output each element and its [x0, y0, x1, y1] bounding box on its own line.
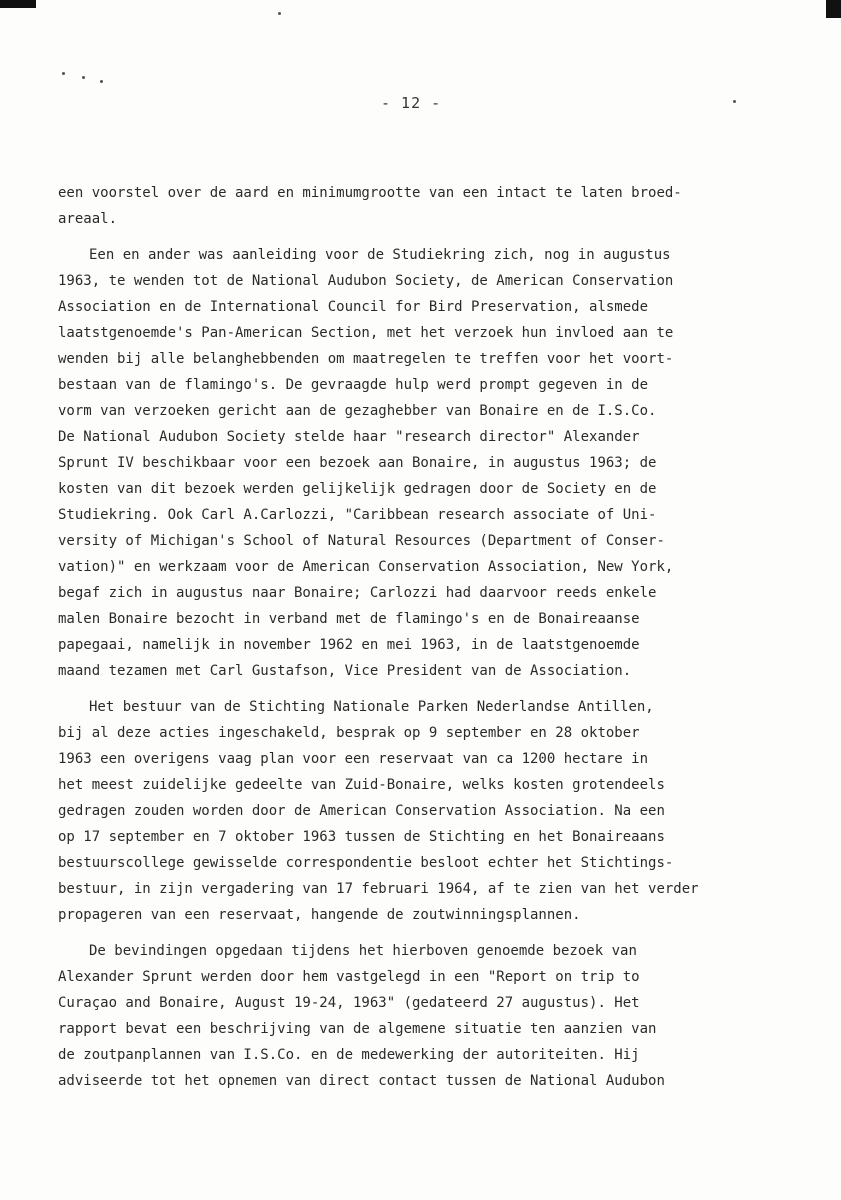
text-line: adviseerde tot het opnemen van direct contact tussen de National Audubon	[58, 1073, 665, 1089]
text-line: een voorstel over de aard en minimumgrootte van een intact te laten broed-	[58, 185, 682, 201]
page-number: - 12 -	[381, 94, 442, 112]
text-line: op 17 september en 7 oktober 1963 tussen de Stichting en het Bonaireaans	[58, 829, 665, 845]
text-line: versity of Michigan's School of Natural Resources (Department of Conser-	[58, 533, 665, 549]
text-line: maand tezamen met Carl Gustafson, Vice President van de Association.	[58, 663, 632, 679]
text-line: laatstgenoemde's Pan-American Section, met het verzoek hun invloed aan te	[58, 325, 674, 341]
scan-speck	[100, 80, 103, 83]
text-line: rapport bevat een beschrijving van de algemene situatie ten aanzien van	[58, 1021, 657, 1037]
text-line: Association en de International Council for Bird Preservation, alsmede	[58, 299, 649, 315]
paragraph	[58, 694, 810, 928]
body-text	[58, 180, 810, 1104]
text-line: wenden bij alle belanghebbenden om maatregelen te treffen voor het voort-	[58, 351, 674, 367]
text-line: areaal.	[58, 211, 118, 227]
scan-speck	[733, 100, 736, 103]
paragraph	[58, 180, 810, 232]
text-line: bestaan van de flamingo's. De gevraagde hulp werd prompt gegeven in de	[58, 377, 649, 393]
paragraph	[58, 938, 810, 1094]
text-line: De bevindingen opgedaan tijdens het hierboven genoemde bezoek van	[89, 943, 637, 959]
text-line: bestuurscollege gewisselde correspondentie besloot echter het Stichtings-	[58, 855, 674, 871]
text-line: propageren van een reservaat, hangende de zoutwinningsplannen.	[58, 907, 581, 923]
text-line: De National Audubon Society stelde haar "research director" Alexander	[58, 429, 640, 445]
scan-speck	[62, 72, 65, 75]
text-line: 1963, te wenden tot de National Audubon Society, de American Conservation	[58, 273, 674, 289]
text-line: bij al deze acties ingeschakeld, besprak op 9 september en 28 oktober	[58, 725, 640, 741]
text-line: papegaai, namelijk in november 1962 en mei 1963, in de laatstgenoemde	[58, 637, 640, 653]
text-line: het meest zuidelijke gedeelte van Zuid-Bonaire, welks kosten grotendeels	[58, 777, 665, 793]
paragraph	[58, 242, 810, 684]
text-line: vation)" en werkzaam voor de American Conservation Association, New York,	[58, 559, 674, 575]
text-line: Het bestuur van de Stichting Nationale Parken Nederlandse Antillen,	[89, 699, 654, 715]
text-line: malen Bonaire bezocht in verband met de flamingo's en de Bonaireaanse	[58, 611, 640, 627]
text-line: gedragen zouden worden door de American Conservation Association. Na een	[58, 803, 665, 819]
text-line: kosten van dit bezoek werden gelijkelijk gedragen door de Society en de	[58, 481, 657, 497]
scan-edge-mark	[0, 0, 36, 8]
text-line: Een en ander was aanleiding voor de Studiekring zich, nog in augustus	[89, 247, 671, 263]
text-line: 1963 een overigens vaag plan voor een reservaat van ca 1200 hectare in	[58, 751, 649, 767]
scan-speck	[82, 76, 85, 79]
text-line: Curaçao and Bonaire, August 19-24, 1963" (gedateerd 27 augustus). Het	[58, 995, 640, 1011]
text-line: Studiekring. Ook Carl A.Carlozzi, "Caribbean research associate of Uni-	[58, 507, 657, 523]
text-line: Alexander Sprunt werden door hem vastgelegd in een "Report on trip to	[58, 969, 640, 985]
text-line: begaf zich in augustus naar Bonaire; Carlozzi had daarvoor reeds enkele	[58, 585, 657, 601]
text-line: de zoutpanplannen van I.S.Co. en de medewerking der autoriteiten. Hij	[58, 1047, 640, 1063]
scan-speck	[278, 12, 281, 15]
text-line: Sprunt IV beschikbaar voor een bezoek aan Bonaire, in augustus 1963; de	[58, 455, 657, 471]
text-line: bestuur, in zijn vergadering van 17 februari 1964, af te zien van het verder	[58, 881, 699, 897]
scan-edge-mark	[826, 0, 841, 18]
text-line: vorm van verzoeken gericht aan de gezaghebber van Bonaire en de I.S.Co.	[58, 403, 657, 419]
